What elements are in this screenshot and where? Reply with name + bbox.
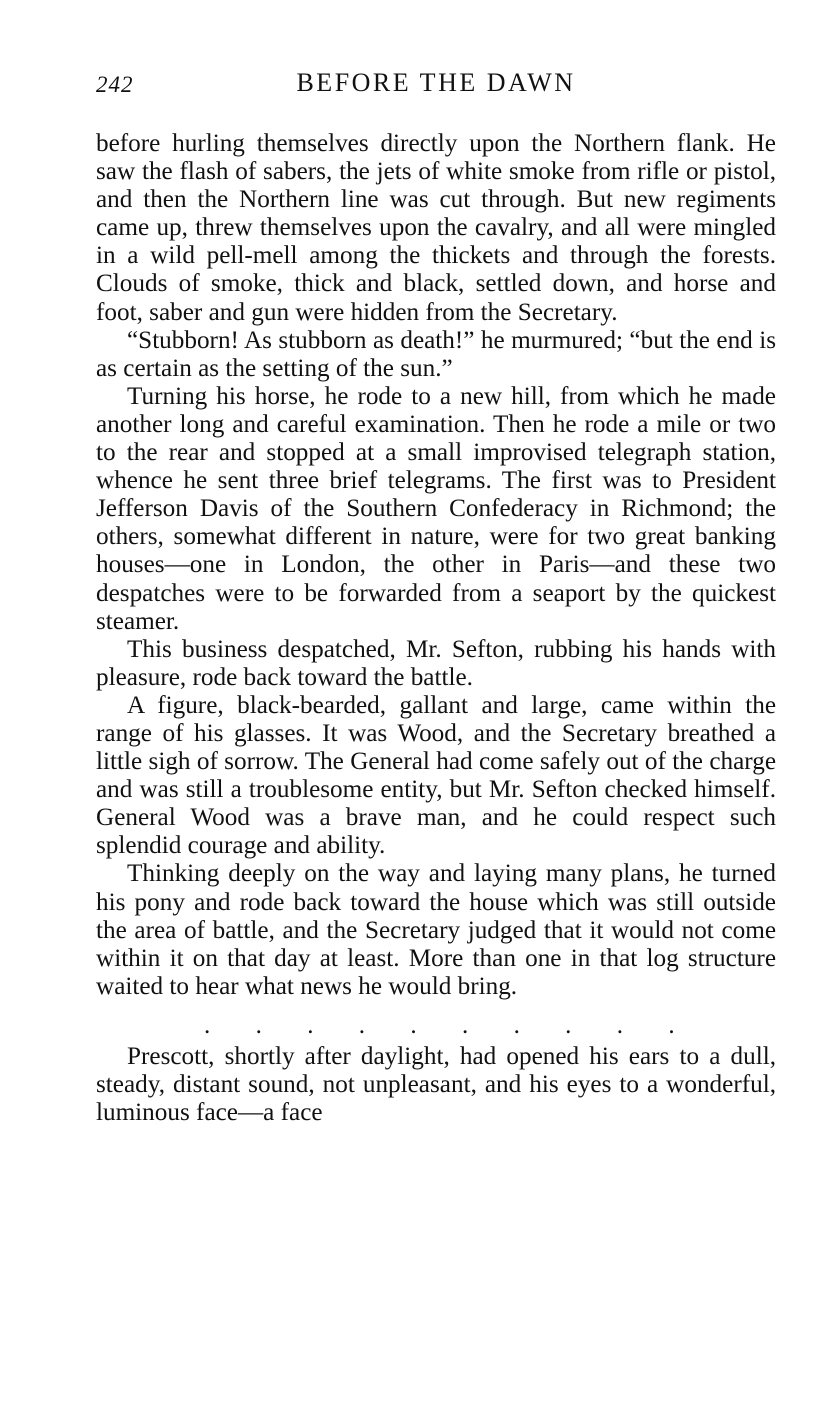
section-break-dot: . bbox=[410, 1011, 417, 1039]
paragraph-1: before hurling themselves directly upon the Northern flank. He saw the flash of sabers, the jets of white smoke from rifle or pistol, and then the Northern line was cut through. But new regiments came up, threw themselves upon the cavalry, and all were mingled in a wild pell-mell among the thickets and through the forests. Clouds of smoke, thick and black, settled down, and horse and foot, saber and gun were hidden from the Secretary. bbox=[96, 130, 776, 326]
section-break-dot: . bbox=[307, 1011, 314, 1039]
section-break-dot: . bbox=[461, 1011, 469, 1039]
paragraph-3: Turning his horse, he rode to a new hill, from which he made another long and careful examination. Then he rode a mile or two to the rear and stopped at a small improvised telegraph station, whence he sent three brief telegrams. The first was to President Jefferson Davis of the Southern Confederacy in Richmond; the others, somewhat different in nature, were for two great banking houses—one in London, the other in Paris—and these two despatches were to be forwarded from a seaport by the quickest steamer. bbox=[96, 382, 776, 635]
paragraph-2: “Stubborn! As stubborn as death!” he murmured; “but the end is as certain as the setting of the sun.” bbox=[96, 326, 776, 382]
section-break-dot: . bbox=[255, 1011, 262, 1039]
paragraph-5: A figure, black-bearded, gallant and large, came within the range of his glasses. It was Wood, and the Secretary breathed a little sigh of sorrow. The General had come safely out of the charge and was still a troublesome entity, but Mr. Sefton checked himself. General Wood was a brave man, and he could respect such splendid courage and ability. bbox=[96, 691, 776, 860]
page-number: 242 bbox=[96, 72, 134, 97]
section-break-dot: . bbox=[358, 1011, 366, 1039]
section-break-dot: . bbox=[513, 1011, 520, 1039]
running-head: BEFORE THE DAWN bbox=[296, 68, 576, 97]
section-break-dot: . bbox=[668, 1011, 675, 1039]
paragraph-4: This business despatched, Mr. Sefton, rubbing his hands with pleasure, rode back toward the battle. bbox=[96, 635, 776, 691]
section-break-dot: . bbox=[616, 1011, 623, 1039]
paragraph-6: Thinking deeply on the way and laying many plans, he turned his pony and rode back toward the house which was still outside the area of battle, and the Secretary judged that it would not come within it on that day at least. More than one in that log structure waited to hear what news he would bring. bbox=[96, 860, 776, 1000]
page-header bbox=[96, 66, 776, 102]
section-break bbox=[96, 1011, 776, 1041]
section-break-dot: . bbox=[204, 1011, 211, 1039]
section-break-dot: . bbox=[565, 1011, 572, 1039]
body-text bbox=[96, 130, 776, 1127]
paragraph-7: Prescott, shortly after daylight, had opened his ears to a dull, steady, distant sound, not unpleasant, and his eyes to a wonderful, luminous face—a face bbox=[96, 1042, 776, 1127]
